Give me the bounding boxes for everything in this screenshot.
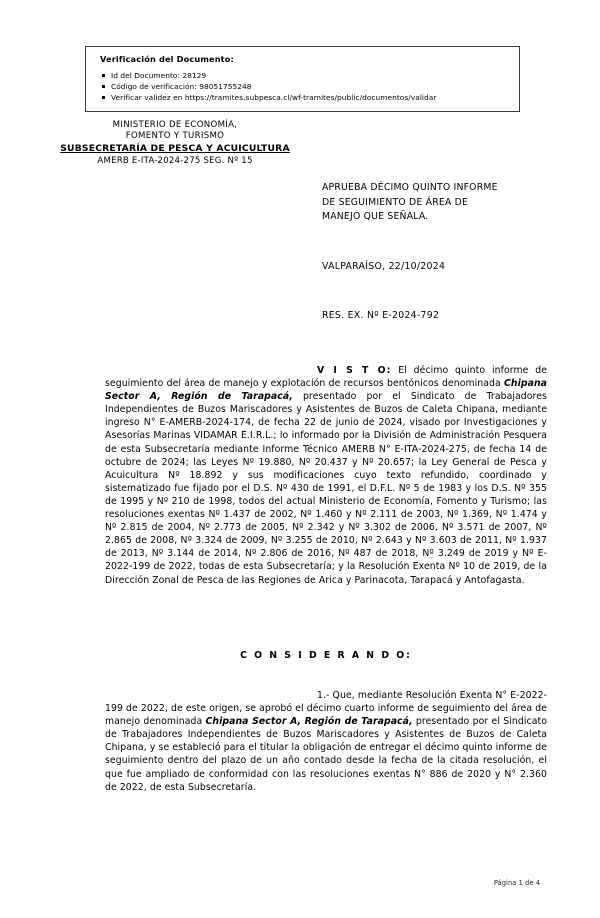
page-footer: Página 1 de 4	[493, 879, 540, 887]
considerando-item-1-part-2: presentado por el Sindicato de Trabajadores Independientes de Buzos Mariscadores y Asistentes de Buzos de Caleta Chipana, y se estableció para el titular la obligación de entregar el décimo quinto informe de seguimiento dentro del plazo de un año contado desde la fecha de la citada resolución, el que fue ampliado de conformidad con las resoluciones exentas N° 886 de 2020 y N° 2.360 de 2022, de esta Subsecretaría.	[105, 716, 548, 793]
subsecretaria-title: SUBSECRETARÍA DE PESCA Y ACUICULTURA	[60, 143, 290, 155]
verification-url: Verificar validez en https://tramites.subpesca.cl/wf-tramites/public/documentos/validar	[111, 93, 437, 103]
management-area-name: Chipana Sector A, Región de Tarapacá,	[205, 716, 413, 728]
subject-line-3: MANEJO QUE SEÑALA.	[322, 211, 429, 223]
list-item	[100, 81, 509, 92]
considerando-item-1	[105, 689, 547, 794]
visto-text-part-2: presentado por el Sindicato de Trabajadores Independientes de Buzos Mariscadores y Asistentes de Buzos de Caleta Chipana, mediante ingreso N° E-AMERB-2024-174, de fecha 22 de junio de 2024, visado por Investigaciones y Asesorías Marinas VIDAMAR E.I.R.L.; lo informado por la División de Administración Pesquera de esta Subsecretaría mediante Informe Técnico AMERB N° E-ITA-2024-275, de fecha 14 de octubre de 2024; las Leyes Nº 19.880, Nº 20.437 y Nº 20.657; la Ley General de Pesca y Acuicultura Nº 18.892 y sus modificaciones cuyo texto refundido, coordinado y sistematizado fue fijado por el D.S. Nº 430 de 1991, el D.F.L. Nº 5 de 1983 y los D.S. Nº 355 de 1995 y Nº 210 de 1998, todos del actual Ministerio de Economía, Fomento y Turismo; las resoluciones exentas Nº 1.437 de 2002, Nº 1.460 y Nº 2.111 de 2003, Nº 1.369, Nº 1.474 y Nº 2.815 de 2004, Nº 2.773 de 2005, Nº 2.342 y Nº 3.302 de 2006, Nº 3.571 de 2007, Nº 2.865 de 2008, Nº 3.324 de 2009, Nº 3.255 de 2010, Nº 2.643 y Nº 3.603 de 2011, Nº 1.937 de 2013, Nº 3.144 de 2014, Nº 2.806 de 2016, Nº 487 de 2018, Nº 3.249 de 2019 y Nº E-2022-199 de 2022, todas de esta Subsecretaría; y la Resolución Exenta Nº 10 de 2019, de la Dirección Zonal de Pesca de las Regiones de Arica y Parinacota, Tarapacá y Antofagasta.	[105, 391, 547, 586]
subject-line-2: DE SEGUIMIENTO DE ÁREA DE	[322, 196, 469, 208]
verification-document-id: Id del Documento: 28129	[111, 71, 207, 80]
ministry-line-2: FOMENTO Y TURISMO	[125, 131, 225, 142]
considerando-section	[105, 689, 547, 794]
place-and-date: VALPARAÍSO, 22/10/2024	[322, 261, 446, 272]
file-code: AMERB E-ITA-2024-275 SEG. Nº 15	[97, 155, 253, 166]
verification-title: Verificación del Documento:	[100, 54, 234, 64]
verification-list	[100, 70, 509, 104]
considerando-heading: C O N S I D E R A N D O:	[240, 650, 412, 661]
bullet-icon	[102, 74, 105, 77]
list-item	[100, 70, 509, 81]
management-area-name: Chipana Sector A, Región de Tarapacá,	[105, 378, 547, 403]
subject-line-1: APRUEBA DÉCIMO QUINTO INFORME	[322, 182, 498, 193]
resolution-subject-block	[322, 181, 547, 225]
list-item	[100, 92, 509, 103]
bullet-icon	[102, 96, 105, 99]
resolution-number: RES. EX. Nº E-2024-792	[322, 310, 440, 321]
visto-section	[105, 364, 547, 587]
letterhead	[30, 120, 320, 167]
ministry-line-1: MINISTERIO DE ECONOMÍA,	[112, 120, 238, 130]
considerando-item-1-part-1: 1.- Que, mediante Resolución Exenta N° E-2022-199 de 2022, de este origen, se aprobó el décimo cuarto informe de seguimiento del área de manejo denominada	[105, 690, 547, 728]
verification-code: Código de verificación: 98051755248	[111, 82, 252, 92]
visto-text-part-1: El décimo quinto informe de seguimiento del área de manejo y explotación de recursos bentónicos denominada	[105, 365, 547, 390]
document-verification-box	[85, 46, 520, 112]
visto-label: V I S T O:	[317, 365, 392, 376]
visto-paragraph	[105, 364, 547, 587]
bullet-icon	[102, 85, 105, 88]
